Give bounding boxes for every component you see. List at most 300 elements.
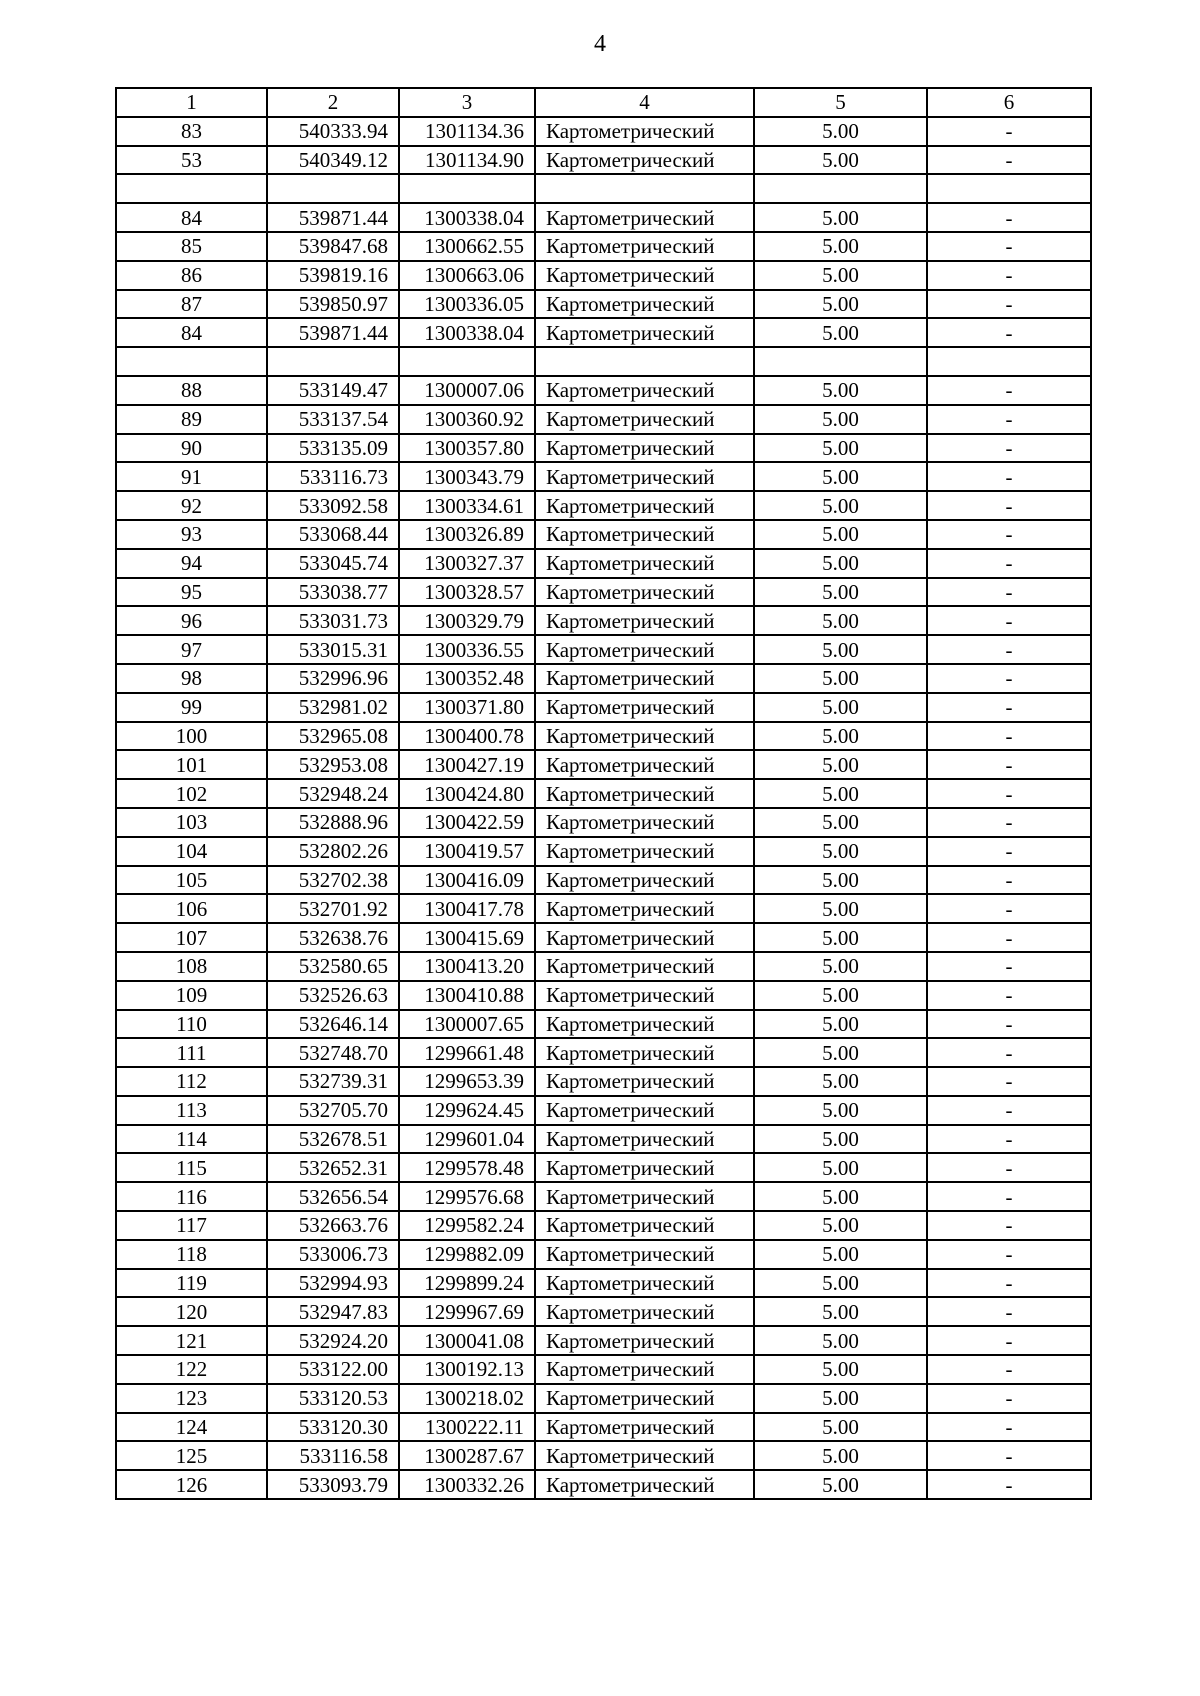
y-coordinate-cell: 1300338.04 bbox=[399, 318, 535, 347]
table-row bbox=[116, 1240, 1091, 1269]
point-number-cell: 97 bbox=[116, 635, 267, 664]
x-coordinate-cell bbox=[267, 347, 399, 376]
y-coordinate-cell: 1299582.24 bbox=[399, 1211, 535, 1240]
accuracy-cell: 5.00 bbox=[754, 1413, 927, 1442]
y-coordinate-cell: 1300218.02 bbox=[399, 1384, 535, 1413]
note-cell: - bbox=[927, 837, 1091, 866]
table-row bbox=[116, 808, 1091, 837]
method-cell: Картометрический bbox=[535, 232, 754, 261]
note-cell: - bbox=[927, 1067, 1091, 1096]
point-number-cell: 92 bbox=[116, 491, 267, 520]
x-coordinate-cell: 532526.63 bbox=[267, 981, 399, 1010]
x-coordinate-cell: 533038.77 bbox=[267, 578, 399, 607]
table-row bbox=[116, 693, 1091, 722]
table-row bbox=[116, 837, 1091, 866]
table-row bbox=[116, 1096, 1091, 1125]
table-row bbox=[116, 1010, 1091, 1039]
accuracy-cell: 5.00 bbox=[754, 146, 927, 175]
x-coordinate-cell: 532965.08 bbox=[267, 722, 399, 751]
note-cell: - bbox=[927, 1182, 1091, 1211]
accuracy-cell: 5.00 bbox=[754, 1297, 927, 1326]
table-row bbox=[116, 981, 1091, 1010]
note-cell: - bbox=[927, 606, 1091, 635]
method-cell: Картометрический bbox=[535, 1096, 754, 1125]
accuracy-cell: 5.00 bbox=[754, 549, 927, 578]
y-coordinate-cell: 1300352.48 bbox=[399, 664, 535, 693]
method-cell: Картометрический bbox=[535, 1269, 754, 1298]
note-cell: - bbox=[927, 405, 1091, 434]
point-number-cell: 126 bbox=[116, 1470, 267, 1499]
method-cell: Картометрический bbox=[535, 434, 754, 463]
y-coordinate-cell: 1300424.80 bbox=[399, 779, 535, 808]
point-number-cell bbox=[116, 347, 267, 376]
point-number-cell: 122 bbox=[116, 1355, 267, 1384]
note-cell: - bbox=[927, 1096, 1091, 1125]
y-coordinate-cell: 1300357.80 bbox=[399, 434, 535, 463]
note-cell: - bbox=[927, 203, 1091, 232]
accuracy-cell: 5.00 bbox=[754, 405, 927, 434]
note-cell: - bbox=[927, 462, 1091, 491]
x-coordinate-cell: 533116.58 bbox=[267, 1441, 399, 1470]
table-row bbox=[116, 462, 1091, 491]
x-coordinate-cell: 533135.09 bbox=[267, 434, 399, 463]
accuracy-cell bbox=[754, 174, 927, 203]
table-row bbox=[116, 347, 1091, 376]
accuracy-cell: 5.00 bbox=[754, 376, 927, 405]
table-row bbox=[116, 606, 1091, 635]
method-cell: Картометрический bbox=[535, 1413, 754, 1442]
note-cell: - bbox=[927, 1125, 1091, 1154]
method-cell: Картометрический bbox=[535, 866, 754, 895]
table-row bbox=[116, 1413, 1091, 1442]
x-coordinate-cell: 533137.54 bbox=[267, 405, 399, 434]
table-row bbox=[116, 1470, 1091, 1499]
note-cell: - bbox=[927, 491, 1091, 520]
table-row bbox=[116, 1211, 1091, 1240]
accuracy-cell: 5.00 bbox=[754, 520, 927, 549]
method-cell: Картометрический bbox=[535, 1153, 754, 1182]
table-row bbox=[116, 635, 1091, 664]
table-row bbox=[116, 318, 1091, 347]
x-coordinate-cell: 533120.53 bbox=[267, 1384, 399, 1413]
method-cell: Картометрический bbox=[535, 635, 754, 664]
note-cell: - bbox=[927, 635, 1091, 664]
x-coordinate-cell bbox=[267, 174, 399, 203]
table-row bbox=[116, 1067, 1091, 1096]
point-number-cell: 88 bbox=[116, 376, 267, 405]
x-coordinate-cell: 532948.24 bbox=[267, 779, 399, 808]
y-coordinate-cell: 1300192.13 bbox=[399, 1355, 535, 1384]
note-cell: - bbox=[927, 1240, 1091, 1269]
table-row bbox=[116, 261, 1091, 290]
table-row bbox=[116, 722, 1091, 751]
method-cell bbox=[535, 347, 754, 376]
method-cell: Картометрический bbox=[535, 549, 754, 578]
point-number-cell: 116 bbox=[116, 1182, 267, 1211]
note-cell: - bbox=[927, 894, 1091, 923]
point-number-cell bbox=[116, 174, 267, 203]
method-cell: Картометрический bbox=[535, 952, 754, 981]
x-coordinate-cell: 539871.44 bbox=[267, 203, 399, 232]
x-coordinate-cell: 532702.38 bbox=[267, 866, 399, 895]
note-cell: - bbox=[927, 520, 1091, 549]
point-number-cell: 106 bbox=[116, 894, 267, 923]
y-coordinate-cell: 1300222.11 bbox=[399, 1413, 535, 1442]
point-number-cell: 102 bbox=[116, 779, 267, 808]
method-cell: Картометрический bbox=[535, 1240, 754, 1269]
method-cell: Картометрический bbox=[535, 462, 754, 491]
y-coordinate-cell: 1299899.24 bbox=[399, 1269, 535, 1298]
x-coordinate-cell: 533015.31 bbox=[267, 635, 399, 664]
table-row bbox=[116, 1297, 1091, 1326]
accuracy-cell: 5.00 bbox=[754, 1441, 927, 1470]
table-row bbox=[116, 376, 1091, 405]
accuracy-cell: 5.00 bbox=[754, 203, 927, 232]
x-coordinate-cell: 532652.31 bbox=[267, 1153, 399, 1182]
table-header-row bbox=[116, 88, 1091, 117]
x-coordinate-cell: 532646.14 bbox=[267, 1010, 399, 1039]
accuracy-cell: 5.00 bbox=[754, 318, 927, 347]
x-coordinate-cell: 533120.30 bbox=[267, 1413, 399, 1442]
y-coordinate-cell: 1300327.37 bbox=[399, 549, 535, 578]
point-number-cell: 114 bbox=[116, 1125, 267, 1154]
point-number-cell: 85 bbox=[116, 232, 267, 261]
y-coordinate-cell: 1300413.20 bbox=[399, 952, 535, 981]
note-cell: - bbox=[927, 290, 1091, 319]
method-cell: Картометрический bbox=[535, 1067, 754, 1096]
table-row bbox=[116, 174, 1091, 203]
point-number-cell: 125 bbox=[116, 1441, 267, 1470]
method-cell: Картометрический bbox=[535, 981, 754, 1010]
accuracy-cell: 5.00 bbox=[754, 837, 927, 866]
note-cell: - bbox=[927, 923, 1091, 952]
accuracy-cell bbox=[754, 347, 927, 376]
point-number-cell: 99 bbox=[116, 693, 267, 722]
accuracy-cell: 5.00 bbox=[754, 1153, 927, 1182]
table-row bbox=[116, 1153, 1091, 1182]
point-number-cell: 98 bbox=[116, 664, 267, 693]
table-row bbox=[116, 779, 1091, 808]
note-cell: - bbox=[927, 146, 1091, 175]
y-coordinate-cell: 1300400.78 bbox=[399, 722, 535, 751]
y-coordinate-cell: 1300041.08 bbox=[399, 1326, 535, 1355]
point-number-cell: 89 bbox=[116, 405, 267, 434]
accuracy-cell: 5.00 bbox=[754, 779, 927, 808]
point-number-cell: 109 bbox=[116, 981, 267, 1010]
accuracy-cell: 5.00 bbox=[754, 635, 927, 664]
accuracy-cell: 5.00 bbox=[754, 1211, 927, 1240]
method-cell: Картометрический bbox=[535, 376, 754, 405]
point-number-cell: 86 bbox=[116, 261, 267, 290]
note-cell: - bbox=[927, 1010, 1091, 1039]
coordinates-table bbox=[115, 87, 1092, 1500]
point-number-cell: 101 bbox=[116, 750, 267, 779]
method-cell: Картометрический bbox=[535, 318, 754, 347]
method-cell: Картометрический bbox=[535, 146, 754, 175]
method-cell bbox=[535, 174, 754, 203]
page-number: 4 bbox=[594, 31, 606, 57]
note-cell: - bbox=[927, 578, 1091, 607]
note-cell: - bbox=[927, 664, 1091, 693]
method-cell: Картометрический bbox=[535, 722, 754, 751]
table-row bbox=[116, 405, 1091, 434]
table-row bbox=[116, 232, 1091, 261]
table-row bbox=[116, 952, 1091, 981]
table-body bbox=[116, 117, 1091, 1499]
accuracy-cell: 5.00 bbox=[754, 952, 927, 981]
method-cell: Картометрический bbox=[535, 750, 754, 779]
method-cell: Картометрический bbox=[535, 693, 754, 722]
table-row bbox=[116, 1441, 1091, 1470]
method-cell: Картометрический bbox=[535, 405, 754, 434]
note-cell: - bbox=[927, 1384, 1091, 1413]
accuracy-cell: 5.00 bbox=[754, 1355, 927, 1384]
accuracy-cell: 5.00 bbox=[754, 1326, 927, 1355]
y-coordinate-cell: 1299661.48 bbox=[399, 1038, 535, 1067]
y-coordinate-cell: 1300338.04 bbox=[399, 203, 535, 232]
note-cell: - bbox=[927, 1211, 1091, 1240]
y-coordinate-cell: 1300007.65 bbox=[399, 1010, 535, 1039]
y-coordinate-cell: 1299653.39 bbox=[399, 1067, 535, 1096]
point-number-cell: 90 bbox=[116, 434, 267, 463]
y-coordinate-cell: 1300287.67 bbox=[399, 1441, 535, 1470]
table-row bbox=[116, 434, 1091, 463]
column-header: 4 bbox=[535, 88, 754, 117]
table-row bbox=[116, 146, 1091, 175]
note-cell: - bbox=[927, 318, 1091, 347]
method-cell: Картометрический bbox=[535, 808, 754, 837]
table-row bbox=[116, 117, 1091, 146]
x-coordinate-cell: 533093.79 bbox=[267, 1470, 399, 1499]
method-cell: Картометрический bbox=[535, 203, 754, 232]
table-row bbox=[116, 491, 1091, 520]
point-number-cell: 84 bbox=[116, 203, 267, 232]
point-number-cell: 119 bbox=[116, 1269, 267, 1298]
note-cell: - bbox=[927, 1297, 1091, 1326]
column-header: 6 bbox=[927, 88, 1091, 117]
x-coordinate-cell: 532739.31 bbox=[267, 1067, 399, 1096]
x-coordinate-cell: 533122.00 bbox=[267, 1355, 399, 1384]
point-number-cell: 103 bbox=[116, 808, 267, 837]
table-row bbox=[116, 1125, 1091, 1154]
method-cell: Картометрический bbox=[535, 1010, 754, 1039]
point-number-cell: 95 bbox=[116, 578, 267, 607]
accuracy-cell: 5.00 bbox=[754, 1125, 927, 1154]
method-cell: Картометрический bbox=[535, 520, 754, 549]
note-cell: - bbox=[927, 1269, 1091, 1298]
note-cell: - bbox=[927, 1441, 1091, 1470]
y-coordinate-cell: 1299578.48 bbox=[399, 1153, 535, 1182]
x-coordinate-cell: 539850.97 bbox=[267, 290, 399, 319]
x-coordinate-cell: 532663.76 bbox=[267, 1211, 399, 1240]
note-cell: - bbox=[927, 1470, 1091, 1499]
method-cell: Картометрический bbox=[535, 1211, 754, 1240]
y-coordinate-cell: 1300419.57 bbox=[399, 837, 535, 866]
y-coordinate-cell: 1300371.80 bbox=[399, 693, 535, 722]
note-cell: - bbox=[927, 434, 1091, 463]
point-number-cell: 123 bbox=[116, 1384, 267, 1413]
y-coordinate-cell: 1300422.59 bbox=[399, 808, 535, 837]
x-coordinate-cell: 539847.68 bbox=[267, 232, 399, 261]
note-cell: - bbox=[927, 549, 1091, 578]
column-header: 2 bbox=[267, 88, 399, 117]
method-cell: Картометрический bbox=[535, 1182, 754, 1211]
method-cell: Картометрический bbox=[535, 837, 754, 866]
x-coordinate-cell: 540349.12 bbox=[267, 146, 399, 175]
x-coordinate-cell: 532748.70 bbox=[267, 1038, 399, 1067]
point-number-cell: 115 bbox=[116, 1153, 267, 1182]
y-coordinate-cell bbox=[399, 347, 535, 376]
method-cell: Картометрический bbox=[535, 923, 754, 952]
column-header: 1 bbox=[116, 88, 267, 117]
point-number-cell: 121 bbox=[116, 1326, 267, 1355]
point-number-cell: 105 bbox=[116, 866, 267, 895]
method-cell: Картометрический bbox=[535, 1384, 754, 1413]
y-coordinate-cell: 1300336.05 bbox=[399, 290, 535, 319]
point-number-cell: 104 bbox=[116, 837, 267, 866]
table-row bbox=[116, 923, 1091, 952]
accuracy-cell: 5.00 bbox=[754, 1269, 927, 1298]
point-number-cell: 112 bbox=[116, 1067, 267, 1096]
table-row bbox=[116, 1326, 1091, 1355]
note-cell: - bbox=[927, 1326, 1091, 1355]
note-cell: - bbox=[927, 1413, 1091, 1442]
x-coordinate-cell: 540333.94 bbox=[267, 117, 399, 146]
note-cell: - bbox=[927, 722, 1091, 751]
table-row bbox=[116, 1182, 1091, 1211]
column-header: 3 bbox=[399, 88, 535, 117]
method-cell: Картометрический bbox=[535, 1355, 754, 1384]
y-coordinate-cell: 1300329.79 bbox=[399, 606, 535, 635]
y-coordinate-cell: 1299576.68 bbox=[399, 1182, 535, 1211]
point-number-cell: 117 bbox=[116, 1211, 267, 1240]
accuracy-cell: 5.00 bbox=[754, 664, 927, 693]
note-cell: - bbox=[927, 750, 1091, 779]
x-coordinate-cell: 532802.26 bbox=[267, 837, 399, 866]
x-coordinate-cell: 532953.08 bbox=[267, 750, 399, 779]
x-coordinate-cell: 533068.44 bbox=[267, 520, 399, 549]
accuracy-cell: 5.00 bbox=[754, 1067, 927, 1096]
y-coordinate-cell: 1300332.26 bbox=[399, 1470, 535, 1499]
y-coordinate-cell: 1299882.09 bbox=[399, 1240, 535, 1269]
accuracy-cell: 5.00 bbox=[754, 1010, 927, 1039]
table-row bbox=[116, 750, 1091, 779]
method-cell: Картометрический bbox=[535, 290, 754, 319]
note-cell: - bbox=[927, 232, 1091, 261]
point-number-cell: 91 bbox=[116, 462, 267, 491]
note-cell: - bbox=[927, 376, 1091, 405]
note-cell: - bbox=[927, 1355, 1091, 1384]
y-coordinate-cell bbox=[399, 174, 535, 203]
point-number-cell: 96 bbox=[116, 606, 267, 635]
point-number-cell: 94 bbox=[116, 549, 267, 578]
table-row bbox=[116, 203, 1091, 232]
y-coordinate-cell: 1300336.55 bbox=[399, 635, 535, 664]
note-cell: - bbox=[927, 981, 1091, 1010]
method-cell: Картометрический bbox=[535, 1297, 754, 1326]
accuracy-cell: 5.00 bbox=[754, 894, 927, 923]
y-coordinate-cell: 1299601.04 bbox=[399, 1125, 535, 1154]
note-cell: - bbox=[927, 117, 1091, 146]
accuracy-cell: 5.00 bbox=[754, 1182, 927, 1211]
method-cell: Картометрический bbox=[535, 1326, 754, 1355]
accuracy-cell: 5.00 bbox=[754, 117, 927, 146]
x-coordinate-cell: 532656.54 bbox=[267, 1182, 399, 1211]
method-cell: Картометрический bbox=[535, 779, 754, 808]
point-number-cell: 120 bbox=[116, 1297, 267, 1326]
accuracy-cell: 5.00 bbox=[754, 1470, 927, 1499]
x-coordinate-cell: 539871.44 bbox=[267, 318, 399, 347]
x-coordinate-cell: 533149.47 bbox=[267, 376, 399, 405]
point-number-cell: 93 bbox=[116, 520, 267, 549]
note-cell: - bbox=[927, 808, 1091, 837]
accuracy-cell: 5.00 bbox=[754, 606, 927, 635]
y-coordinate-cell: 1300334.61 bbox=[399, 491, 535, 520]
x-coordinate-cell: 533116.73 bbox=[267, 462, 399, 491]
y-coordinate-cell: 1300360.92 bbox=[399, 405, 535, 434]
column-header: 5 bbox=[754, 88, 927, 117]
method-cell: Картометрический bbox=[535, 578, 754, 607]
y-coordinate-cell: 1300415.69 bbox=[399, 923, 535, 952]
accuracy-cell: 5.00 bbox=[754, 808, 927, 837]
note-cell: - bbox=[927, 866, 1091, 895]
accuracy-cell: 5.00 bbox=[754, 693, 927, 722]
accuracy-cell: 5.00 bbox=[754, 462, 927, 491]
accuracy-cell: 5.00 bbox=[754, 1240, 927, 1269]
x-coordinate-cell: 532994.93 bbox=[267, 1269, 399, 1298]
y-coordinate-cell: 1300328.57 bbox=[399, 578, 535, 607]
method-cell: Картометрический bbox=[535, 664, 754, 693]
x-coordinate-cell: 532638.76 bbox=[267, 923, 399, 952]
accuracy-cell: 5.00 bbox=[754, 1384, 927, 1413]
table-row bbox=[116, 1269, 1091, 1298]
y-coordinate-cell: 1300663.06 bbox=[399, 261, 535, 290]
accuracy-cell: 5.00 bbox=[754, 722, 927, 751]
accuracy-cell: 5.00 bbox=[754, 491, 927, 520]
note-cell: - bbox=[927, 1038, 1091, 1067]
method-cell: Картометрический bbox=[535, 261, 754, 290]
accuracy-cell: 5.00 bbox=[754, 261, 927, 290]
table-row bbox=[116, 664, 1091, 693]
accuracy-cell: 5.00 bbox=[754, 434, 927, 463]
accuracy-cell: 5.00 bbox=[754, 750, 927, 779]
x-coordinate-cell: 532924.20 bbox=[267, 1326, 399, 1355]
x-coordinate-cell: 532705.70 bbox=[267, 1096, 399, 1125]
y-coordinate-cell: 1300343.79 bbox=[399, 462, 535, 491]
method-cell: Картометрический bbox=[535, 1470, 754, 1499]
x-coordinate-cell: 539819.16 bbox=[267, 261, 399, 290]
y-coordinate-cell: 1300410.88 bbox=[399, 981, 535, 1010]
method-cell: Картометрический bbox=[535, 491, 754, 520]
point-number-cell: 84 bbox=[116, 318, 267, 347]
point-number-cell: 107 bbox=[116, 923, 267, 952]
x-coordinate-cell: 533006.73 bbox=[267, 1240, 399, 1269]
x-coordinate-cell: 533031.73 bbox=[267, 606, 399, 635]
y-coordinate-cell: 1300326.89 bbox=[399, 520, 535, 549]
point-number-cell: 124 bbox=[116, 1413, 267, 1442]
method-cell: Картометрический bbox=[535, 1038, 754, 1067]
note-cell: - bbox=[927, 1153, 1091, 1182]
table-row bbox=[116, 578, 1091, 607]
accuracy-cell: 5.00 bbox=[754, 1038, 927, 1067]
note-cell bbox=[927, 174, 1091, 203]
accuracy-cell: 5.00 bbox=[754, 923, 927, 952]
point-number-cell: 108 bbox=[116, 952, 267, 981]
y-coordinate-cell: 1301134.36 bbox=[399, 117, 535, 146]
table-row bbox=[116, 290, 1091, 319]
method-cell: Картометрический bbox=[535, 606, 754, 635]
method-cell: Картометрический bbox=[535, 894, 754, 923]
